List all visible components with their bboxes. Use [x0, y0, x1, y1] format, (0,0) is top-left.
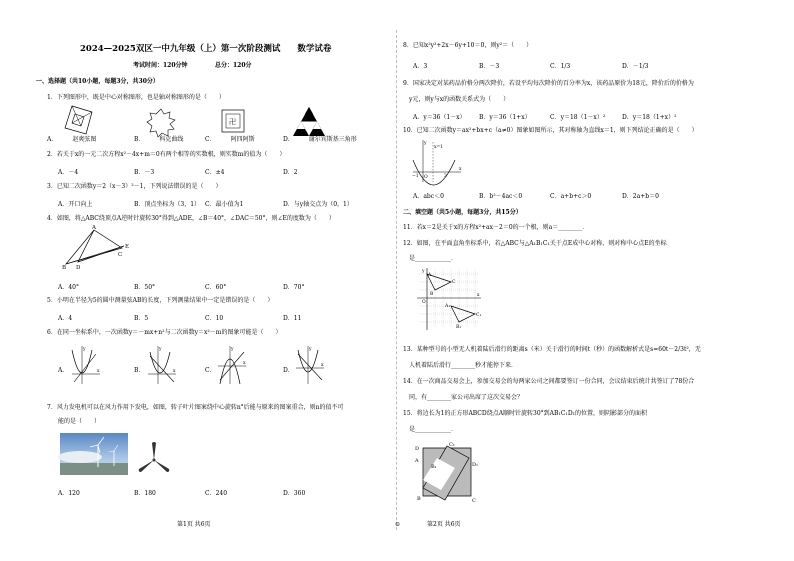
wind-farm-photo [60, 433, 128, 475]
q4-stem: 4．如图，将△ABC绕顶点A逆时针旋转30°得到△ADE，∠B＝40°，∠DAC＝50°，则∠E的度数为（ ） [47, 215, 335, 222]
q4-figure [62, 226, 132, 270]
q1-option-b[interactable]: B． 科克曲线 [134, 136, 184, 143]
q11-stem: 11．若x＝2是关于x的方程x²+ax－2＝0的一个根，则a＝________． [403, 224, 589, 231]
q12-label-b1: B₁ [456, 325, 462, 330]
q2-option-d[interactable]: D．2 [283, 169, 298, 176]
q9-option-c[interactable]: C．y＝18（1－x）² [550, 114, 606, 121]
q9-option-b[interactable]: B．y＝36（1+x） [479, 114, 531, 121]
q8-option-c-prefix: C． [550, 63, 561, 70]
svg-text:卍: 卍 [229, 118, 236, 126]
q4-label-d: D [76, 265, 81, 271]
q8-stem: 8．已知x²y²+2x－6y+10＝0，则y²＝（ ） [403, 42, 533, 49]
q6-graph-c [216, 344, 248, 386]
q15-text-line2: 是____________． [409, 426, 458, 433]
q4-label-a: A [92, 225, 96, 231]
q15-text-line1: 15．将边长为1的正方形ABCD绕点A顺时针旋转30°到AB₁C₁D₁的位置，则阴影部分的面积 [403, 410, 648, 417]
q12-grid-figure [413, 266, 481, 332]
q8-option-b[interactable]: B．－3 [479, 63, 500, 70]
q9-stem-line1: 9．国家决定对某药品价格分两次降价，若设平均每次降价的百分率为x，该药品原价为18元，降价后的价格为 [403, 80, 694, 87]
q14-text-line1: 14．在一次商品交易会上，参加交易会的每两家公司之间都要签订一份合同，会议结束后统计共签订了78份合 [403, 378, 695, 385]
q8-option-c[interactable] [550, 61, 570, 70]
q8-option-c-fraction: 1/3 [560, 63, 571, 70]
q6-graph-b [146, 344, 178, 386]
q10-option-c[interactable]: C．a+b+c＞0 [550, 193, 592, 200]
q10-label-x: x [459, 167, 462, 172]
q13-formula-fraction: 2/3 [674, 346, 684, 353]
exam-title: 2024—2025双区一中九年级（上）第一次阶段测试 数学试卷 [80, 44, 332, 54]
q10-option-d[interactable]: D．2a+b＝0 [622, 193, 659, 200]
q12-label-a1: A₁ [445, 304, 451, 309]
q8-option-d[interactable] [622, 61, 648, 70]
q5-option-c[interactable]: C．10 [205, 315, 224, 322]
q4-option-c[interactable]: C．60° [205, 284, 227, 291]
q6c-axis-x: x [243, 361, 246, 366]
q12-label-y: y [422, 269, 425, 274]
q6a-axis-y: y [83, 347, 86, 352]
q10-option-a[interactable]: A．abc＜0 [413, 193, 444, 200]
q8-option-a[interactable]: A．3 [413, 63, 428, 70]
q6c-axis-y: y [231, 347, 234, 352]
footer-left-page-number: 第1页 共6页 [177, 521, 211, 528]
q12-label-c: C [452, 280, 456, 285]
q8-option-d-fraction: 1/3 [638, 63, 649, 70]
q3-option-d[interactable]: D．与y轴交点为（0，1） [283, 201, 353, 208]
q1-stem: 1．下列图形中，既是中心对称图形，也是轴对称图形的是（ ） [47, 94, 225, 101]
q7-option-b[interactable]: B．180 [134, 490, 156, 497]
rotor-blades-figure [136, 440, 172, 476]
q7-stem-line1: 7．风力发电机可以在风力作用下发电，如图，转子叶片图案绕中心旋转n°后能与原来的图案重合，则n的值不可 [47, 404, 344, 411]
q4-label-e: E [125, 244, 130, 250]
q15-label-d1: D₁ [472, 462, 479, 468]
footer-binding-mark: ⊙ [395, 521, 401, 528]
q7-stem-line2: 能的是（ ） [58, 418, 101, 425]
q15-label-b1: B₁ [431, 464, 437, 470]
q6b-axis-y: y [159, 347, 162, 352]
q10-graph [411, 138, 463, 184]
q7-option-d[interactable]: D．360 [283, 490, 306, 497]
q5-option-a[interactable]: A．4 [58, 315, 73, 322]
q3-option-c[interactable]: C．最小值为1 [205, 201, 244, 208]
q13-text-prefix: 13．某种型号的小型无人机着陆后滑行的距离s（米）关于滑行的时间t（秒）的函数解析式是 [403, 346, 651, 353]
q12-label-a: A [428, 273, 432, 278]
q10-label-axis: x=1 [434, 145, 444, 150]
q7-option-c[interactable]: C．240 [205, 490, 228, 497]
q4-option-d[interactable]: D．70° [283, 284, 305, 291]
q10-option-b[interactable]: B．b²－4ac＜0 [479, 193, 523, 200]
q5-stem: 5．小明在半径为5的圆中测量弦AB的长度，下列测量结果中一定是错误的是（ ） [47, 297, 274, 304]
q15-label-c: C [472, 498, 476, 504]
q13-formula: s=60t－ [650, 346, 675, 353]
q13-text-suffix: ，无 [688, 346, 701, 353]
q12-label-c1: C₁ [476, 313, 482, 318]
q3-stem: 3．已知二次函数y＝2（x－3）²－1，下列说法错误的是（ ） [47, 183, 222, 190]
q4-option-a[interactable]: A．40° [58, 284, 79, 291]
q5-option-d[interactable]: D．11 [283, 315, 302, 322]
q6b-axis-x: x [173, 369, 176, 374]
q13-formula-tail: t² [683, 346, 689, 353]
q4-label-b: B [62, 265, 67, 271]
q6-graph-d [294, 344, 326, 386]
q10-label-3: 3 [444, 174, 447, 179]
q12-label-o: O [422, 300, 426, 305]
right-page [397, 0, 794, 561]
q6-option-b[interactable]: B． [134, 367, 145, 374]
q5-option-b[interactable]: B．5 [134, 315, 149, 322]
q9-stem-line2: y元，则y与x的函数关系式为（ ） [409, 96, 510, 103]
q9-option-d[interactable]: D．y＝18（1+x）² [622, 114, 677, 121]
q7-option-a[interactable]: A．120 [58, 490, 80, 497]
q1-option-a[interactable]: A． 赵爽弦图 [47, 136, 97, 143]
q9-option-a[interactable]: A．y＝36（1－x） [413, 114, 466, 121]
q12-label-x: x [477, 293, 480, 298]
q8-option-d-prefix: D．－ [622, 63, 639, 70]
q12-label-b: B [430, 292, 434, 297]
q15-label-c1: C₁ [449, 442, 455, 448]
q6-graph-a [70, 344, 102, 386]
q14-text-line2: 同，有________家公司出席了这次交易会？ [409, 394, 524, 401]
q10-stem: 10．已知二次函数y＝ax²+bx+c（a≠0）图象如图所示，其对称轴为直线x＝1，则下列结论正确的是（ ） [403, 127, 698, 134]
q2-option-c[interactable]: C．±4 [205, 169, 225, 176]
q13-text-line1 [403, 346, 701, 354]
q3-option-a[interactable]: A．开口向上 [58, 201, 93, 208]
q6-stem: 6．在同一坐标系中，一次函数y＝－mx+n²与二次函数y＝x²－m的图象可能是（ ） [47, 329, 282, 336]
q2-option-a[interactable]: A．－4 [58, 169, 79, 176]
q1-option-d[interactable]: D． 谢尔宾斯基三角形 [283, 136, 357, 143]
section-fill-title: 二、填空题（共5小题，每题3分，共15分） [403, 209, 522, 216]
exam-score: 总分：120分 [215, 62, 252, 69]
q15-label-b: B [417, 496, 421, 502]
q6-option-c[interactable]: C． [205, 367, 216, 374]
q2-stem: 2．若关于x的一元二次方程x²－4x+m＝0有两个相等的实数根，则实数m的值为（ ） [47, 151, 286, 158]
q10-label-neg1: −1 [412, 174, 419, 179]
q10-label-o: O [424, 175, 428, 180]
exam-time: 考试时间：120分钟 [133, 62, 188, 69]
q1-figure-a [62, 104, 94, 138]
q2-option-b[interactable]: B．－3 [134, 169, 155, 176]
footer-right-page-number: 第2页 共6页 [427, 521, 461, 528]
q12-stem: 12．如图，在平面直角坐标系中，若△ABC与△A₁B₁C₁关于点E成中心对称，则对称中心点E的坐标 [403, 240, 667, 247]
q6-option-d[interactable]: D． [283, 367, 294, 374]
q1-option-c[interactable]: C． 阿四阿斯 [205, 136, 255, 143]
q10-label-y: y [424, 141, 427, 146]
q3-option-b[interactable]: B．顶点坐标为（3，1） [134, 201, 201, 208]
q15-label-a: A [415, 458, 419, 464]
q4-option-b[interactable]: B．50° [134, 284, 156, 291]
q1-figure-c [220, 108, 248, 136]
q6a-axis-x: x [97, 369, 100, 374]
section-choice-title: 一、选择题（共10小题，每题3分，共30分） [36, 78, 159, 85]
q15-label-d: D [415, 446, 420, 452]
q12-stem-line2: 是____________． [409, 255, 458, 262]
q6-option-a[interactable]: A． [58, 367, 69, 374]
q6d-axis-y: y [309, 347, 312, 352]
q6d-axis-x: x [321, 363, 324, 368]
q13-text-line2: 人机着陆后滑行________秒才能停下来． [409, 362, 518, 369]
q4-label-c: C [118, 252, 123, 258]
q15-square-figure [411, 438, 483, 510]
